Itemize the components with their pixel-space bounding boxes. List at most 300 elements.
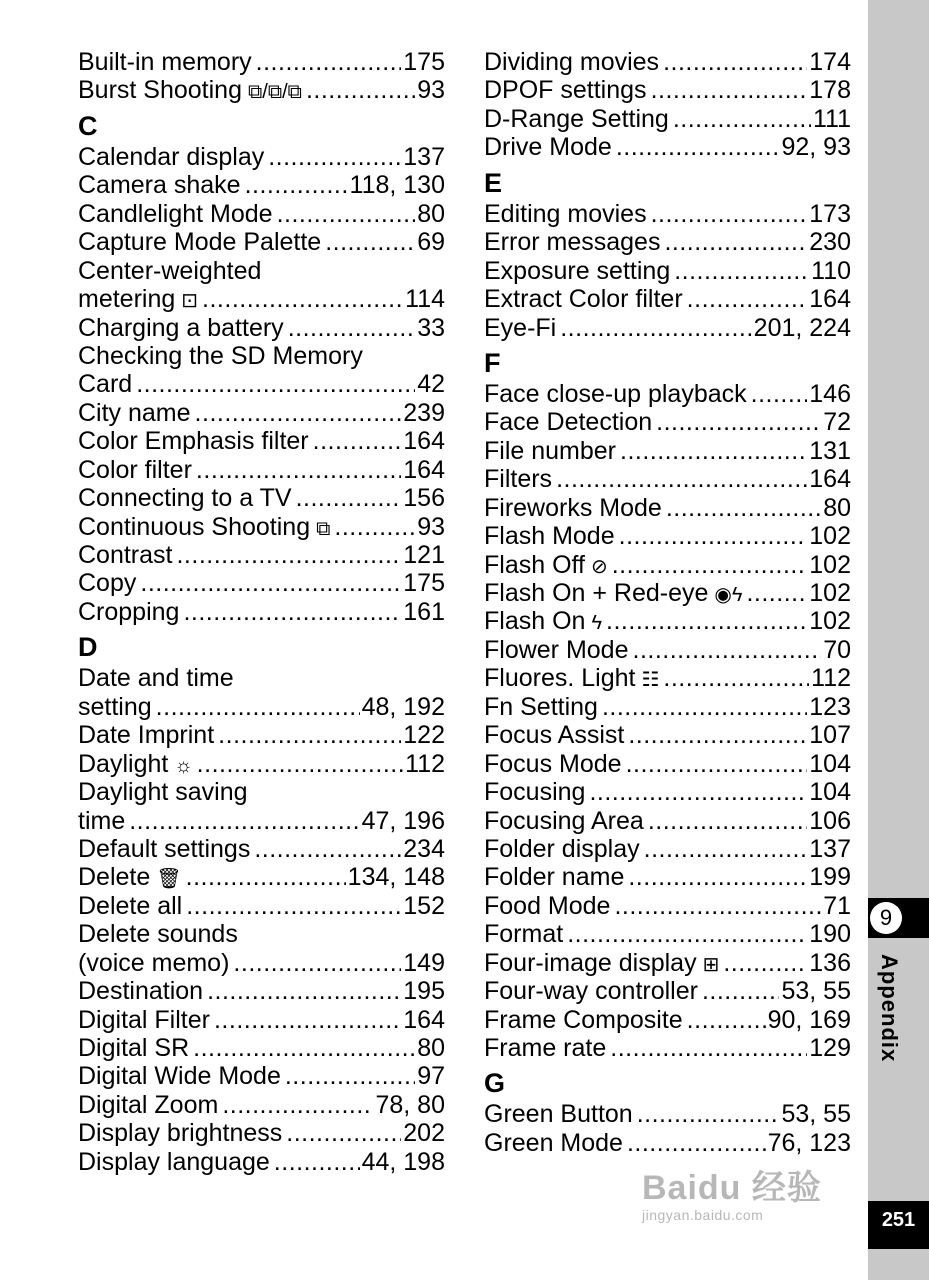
entry-page-number: 104 — [809, 778, 851, 807]
mode-icon: ⧉ — [316, 517, 331, 540]
dot-leader — [628, 721, 807, 749]
entry-page-number: 80 — [417, 199, 445, 228]
entry-page-number: 42 — [417, 370, 445, 399]
index-entry — [78, 285, 445, 313]
index-entry — [484, 257, 851, 285]
index-entry — [78, 427, 445, 455]
entry-page-number: 239 — [403, 398, 445, 427]
entry-page-number: 112 — [811, 664, 851, 693]
index-entry — [484, 1129, 851, 1157]
index-entry — [78, 200, 445, 228]
entry-label: Destination — [78, 977, 204, 1006]
entry-label: Flash Mode — [484, 522, 615, 551]
index-entry — [484, 465, 851, 493]
dot-leader — [612, 551, 808, 579]
index-entry — [484, 380, 851, 408]
entry-page-number: 164 — [403, 455, 445, 484]
dot-leader — [648, 807, 807, 835]
entry-label: DPOF settings — [484, 76, 647, 105]
index-column-left — [78, 48, 445, 1176]
index-entry — [484, 863, 851, 891]
index-letter-heading: F — [484, 347, 501, 378]
dot-leader — [195, 399, 402, 427]
entry-label: Continuous Shooting — [78, 512, 311, 541]
chapter-label: Appendix — [877, 954, 902, 1063]
entry-label: Frame rate — [484, 1034, 607, 1062]
dot-leader — [666, 494, 821, 522]
entry-label: City name — [78, 398, 191, 427]
index-entry-label-line — [78, 664, 445, 692]
entry-label: Exposure setting — [484, 256, 671, 285]
entry-page-number: 136 — [809, 948, 851, 977]
entry-label: Flash Off — [484, 550, 585, 579]
index-entry — [484, 920, 851, 948]
entry-page-number: 76, 123 — [767, 1128, 851, 1157]
index-entry — [484, 285, 851, 313]
entry-label: Folder display — [484, 834, 640, 863]
entry-page-number: 164 — [809, 465, 851, 494]
entry-label: Candlelight Mode — [78, 199, 273, 228]
entry-page-number: 173 — [809, 199, 851, 228]
entry-label: Delete sounds — [78, 920, 238, 949]
entry-label: Extract Color filter — [484, 285, 683, 314]
mode-icon: 🗑 — [156, 868, 182, 891]
dot-leader — [751, 380, 808, 408]
entry-page-number: 102 — [809, 579, 851, 607]
entry-page-number: 131 — [809, 436, 851, 465]
entry-page-number: 195 — [403, 977, 445, 1006]
entry-page-number: 102 — [809, 550, 851, 579]
entry-page-number: 71 — [823, 891, 851, 920]
dot-leader — [186, 863, 346, 891]
dot-leader — [628, 863, 807, 891]
index-entry — [78, 171, 445, 199]
entry-page-number: 121 — [403, 541, 445, 569]
entry-page-number: 72 — [823, 408, 851, 437]
entry-label: Color filter — [78, 455, 192, 484]
mode-icon: ⧉/⧉/⧉ — [248, 81, 302, 104]
entry-page-number: 164 — [809, 285, 851, 314]
dot-leader — [687, 1006, 766, 1034]
mode-icon: ⊘ — [590, 555, 608, 578]
entry-label: Cropping — [78, 597, 180, 626]
dot-leader — [616, 133, 780, 161]
index-column-right — [484, 48, 851, 1157]
dot-leader — [606, 607, 807, 635]
dot-leader — [673, 105, 811, 133]
entry-label: Flower Mode — [484, 635, 629, 664]
mode-icon: ⊡ — [181, 290, 199, 313]
dot-leader — [256, 48, 402, 76]
entry-label: Card — [78, 370, 133, 399]
index-entry-label-line — [78, 342, 445, 370]
entry-page-number: 129 — [809, 1034, 851, 1062]
entry-page-number: 70 — [823, 635, 851, 664]
entry-label: Burst Shooting — [78, 76, 242, 105]
entry-page-number: 33 — [417, 313, 445, 342]
mode-icon: ◉ϟ — [714, 584, 743, 606]
entry-label: Drive Mode — [484, 133, 612, 162]
index-entry — [78, 721, 445, 749]
dot-leader — [288, 314, 416, 342]
entry-page-number: 111 — [812, 104, 851, 133]
dot-leader — [602, 693, 807, 721]
dot-leader — [176, 541, 401, 569]
entry-page-number: 164 — [403, 427, 445, 456]
entry-label: Dividing movies — [484, 48, 660, 76]
entry-page-number: 123 — [809, 692, 851, 721]
dot-leader — [140, 569, 401, 597]
entry-page-number: 202 — [403, 1119, 445, 1148]
entry-label: Flash On — [484, 607, 586, 636]
index-entry — [78, 76, 445, 104]
entry-label: Face Detection — [484, 408, 653, 437]
dot-leader — [222, 1091, 373, 1119]
dot-leader — [274, 1148, 360, 1176]
entry-page-number: 53, 55 — [781, 1100, 851, 1129]
dot-leader — [674, 257, 809, 285]
entry-label: Green Mode — [484, 1128, 623, 1157]
index-entry — [484, 1034, 851, 1062]
index-entry — [484, 228, 851, 256]
index-entry — [484, 437, 851, 465]
dot-leader — [136, 370, 415, 398]
entry-page-number: 234 — [403, 834, 445, 863]
dot-leader — [268, 143, 401, 171]
entry-page-number: 175 — [403, 48, 445, 76]
index-entry — [78, 569, 445, 597]
entry-label: Focusing — [484, 778, 586, 807]
dot-leader — [610, 1034, 807, 1062]
index-entry — [484, 408, 851, 436]
dot-leader — [313, 427, 402, 455]
index-entry — [78, 143, 445, 171]
index-entry — [78, 484, 445, 512]
index-entry — [484, 778, 851, 806]
dot-leader — [277, 200, 416, 228]
dot-leader — [233, 949, 401, 977]
mode-icon: ☼ — [174, 754, 193, 777]
dot-leader — [214, 1006, 401, 1034]
entry-page-number: 201, 224 — [753, 313, 851, 342]
dot-leader — [620, 437, 807, 465]
chapter-number: 9 — [870, 902, 902, 934]
watermark-logo: Baidu 经验 — [642, 1169, 822, 1207]
entry-label: Digital Zoom — [78, 1090, 219, 1119]
index-entry — [78, 513, 445, 541]
watermark-url: jingyan.baidu.com — [642, 1207, 764, 1223]
index-entry — [78, 598, 445, 626]
entry-label: Digital Filter — [78, 1005, 210, 1034]
entry-label: Calendar display — [78, 142, 265, 171]
entry-page-number: 93 — [417, 76, 445, 105]
index-entry — [484, 636, 851, 664]
index-entry — [78, 399, 445, 427]
entry-page-number: 134, 148 — [347, 863, 445, 892]
entry-label: Eye-Fi — [484, 313, 557, 342]
entry-label: Camera shake — [78, 171, 241, 200]
index-entry — [78, 456, 445, 484]
index-entry — [484, 48, 851, 76]
dot-leader — [245, 171, 348, 199]
entry-label: setting — [78, 692, 152, 721]
page-number: 251 — [881, 1209, 916, 1231]
entry-label: Frame Composite — [484, 1005, 683, 1034]
dot-leader — [156, 693, 360, 721]
dot-leader — [129, 807, 359, 835]
index-entry — [78, 541, 445, 569]
entry-label: Contrast — [78, 541, 173, 569]
dot-leader — [746, 579, 807, 607]
index-entry — [78, 1148, 445, 1176]
dot-leader — [285, 1062, 415, 1090]
dot-leader — [183, 598, 401, 626]
entry-page-number: 80 — [823, 493, 851, 522]
index-entry — [78, 370, 445, 398]
index-entry — [78, 1062, 445, 1090]
entry-page-number: 122 — [403, 721, 445, 750]
entry-page-number: 80 — [417, 1034, 445, 1062]
dot-leader — [218, 721, 401, 749]
index-entry — [484, 607, 851, 635]
index-entry — [484, 76, 851, 104]
entry-label: Face close-up playback — [484, 379, 747, 408]
dot-leader — [663, 48, 807, 76]
index-entry — [484, 494, 851, 522]
index-entry — [484, 551, 851, 579]
entry-label: Green Button — [484, 1100, 633, 1129]
index-entry — [484, 693, 851, 721]
dot-leader — [663, 664, 809, 692]
dot-leader — [202, 285, 403, 313]
entry-page-number: 164 — [403, 1005, 445, 1034]
entry-page-number: 102 — [809, 607, 851, 636]
entry-page-number: 178 — [809, 76, 851, 105]
entry-label: Digital Wide Mode — [78, 1062, 281, 1091]
index-entry-label-line — [78, 778, 445, 806]
index-entry — [78, 863, 445, 891]
entry-page-number: 92, 93 — [781, 133, 851, 162]
index-entry — [484, 1006, 851, 1034]
entry-page-number: 190 — [809, 920, 851, 949]
entry-page-number: 97 — [417, 1062, 445, 1091]
entry-page-number: 69 — [417, 228, 445, 257]
entry-page-number: 114 — [405, 285, 445, 314]
entry-page-number: 199 — [809, 863, 851, 892]
index-entry — [484, 522, 851, 550]
index-entry — [78, 807, 445, 835]
index-entry — [484, 835, 851, 863]
dot-leader — [687, 285, 808, 313]
entry-page-number: 90, 169 — [767, 1005, 851, 1034]
entry-label: Focusing Area — [484, 806, 644, 835]
index-entry — [78, 750, 445, 778]
entry-page-number: 118, 130 — [349, 171, 445, 200]
entry-page-number: 137 — [403, 142, 445, 171]
entry-page-number: 102 — [809, 522, 851, 551]
index-entry — [484, 807, 851, 835]
entry-label: Color Emphasis filter — [78, 427, 309, 456]
index-entry — [78, 1034, 445, 1062]
index-entry — [78, 314, 445, 342]
entry-page-number: 44, 198 — [361, 1147, 445, 1176]
index-entry — [484, 949, 851, 977]
index-entry — [78, 693, 445, 721]
entry-label: Food Mode — [484, 891, 611, 920]
entry-label: Fluores. Light — [484, 664, 636, 693]
entry-page-number: 146 — [809, 379, 851, 408]
dot-leader — [637, 1100, 780, 1128]
dot-leader — [306, 76, 415, 104]
entry-page-number: 152 — [403, 891, 445, 920]
entry-page-number: 112 — [405, 749, 445, 778]
entry-page-number: 93 — [417, 512, 445, 541]
entry-label: Format — [484, 920, 564, 949]
entry-label: time — [78, 806, 126, 835]
entry-page-number: 149 — [403, 948, 445, 977]
entry-page-number: 230 — [809, 228, 851, 257]
index-entry-label-line — [78, 920, 445, 948]
index-letter-heading: C — [78, 110, 98, 141]
dot-leader — [664, 228, 807, 256]
entry-label: Delete all — [78, 891, 183, 920]
index-entry — [78, 1091, 445, 1119]
index-entry — [484, 664, 851, 692]
index-entry — [78, 228, 445, 256]
entry-page-number: 104 — [809, 749, 851, 778]
dot-leader — [627, 1129, 766, 1157]
entry-label: Filters — [484, 465, 553, 494]
dot-leader — [619, 522, 808, 550]
entry-page-number: 110 — [811, 256, 851, 285]
entry-label: Four-image display — [484, 948, 697, 977]
entry-label: Center-weighted — [78, 256, 262, 285]
entry-label: Flash On + Red-eye — [484, 579, 709, 607]
dot-leader — [286, 1119, 401, 1147]
entry-page-number: 78, 80 — [375, 1090, 445, 1119]
entry-label: Four-way controller — [484, 977, 698, 1006]
dot-leader — [196, 456, 401, 484]
entry-label: Fireworks Mode — [484, 493, 662, 522]
index-entry — [78, 1119, 445, 1147]
entry-page-number: 53, 55 — [781, 977, 851, 1006]
entry-page-number: 107 — [809, 721, 851, 750]
entry-page-number: 161 — [403, 597, 445, 626]
dot-leader — [254, 835, 401, 863]
dot-leader — [626, 750, 808, 778]
entry-label: Date and time — [78, 664, 234, 693]
entry-label: Fn Setting — [484, 692, 598, 721]
index-entry — [78, 835, 445, 863]
index-entry — [484, 892, 851, 920]
index-entry — [484, 750, 851, 778]
index-entry — [484, 314, 851, 342]
entry-label: File number — [484, 436, 616, 465]
dot-leader — [556, 465, 807, 493]
entry-label: Folder name — [484, 863, 625, 892]
dot-leader — [656, 408, 821, 436]
index-entry — [78, 949, 445, 977]
entry-label: Default settings — [78, 834, 251, 863]
entry-page-number: 47, 196 — [361, 806, 445, 835]
watermark — [642, 1160, 822, 1223]
entry-page-number: 156 — [403, 484, 445, 513]
index-entry — [484, 133, 851, 161]
entry-label: Built-in memory — [78, 48, 252, 76]
entry-label: Focus Mode — [484, 749, 622, 778]
dot-leader — [633, 636, 822, 664]
dot-leader — [644, 835, 808, 863]
dot-leader — [723, 949, 807, 977]
index-letter-heading: E — [484, 167, 503, 198]
dot-leader — [567, 920, 807, 948]
dot-leader — [197, 750, 403, 778]
entry-label: Date Imprint — [78, 721, 215, 750]
entry-page-number: 174 — [809, 48, 851, 76]
entry-label: Daylight — [78, 749, 169, 778]
entry-label: Editing movies — [484, 199, 647, 228]
entry-page-number: 137 — [809, 834, 851, 863]
index-entry — [484, 721, 851, 749]
entry-label: D-Range Setting — [484, 104, 669, 133]
index-entry — [78, 892, 445, 920]
index-entry — [78, 48, 445, 76]
mode-icon: ⊞ — [702, 953, 720, 976]
dot-leader — [651, 76, 808, 104]
entry-label: (voice memo) — [78, 948, 230, 977]
dot-leader — [334, 513, 415, 541]
entry-label: Connecting to a TV — [78, 484, 292, 513]
entry-label: Display language — [78, 1147, 270, 1176]
index-entry — [484, 200, 851, 228]
dot-leader — [296, 484, 402, 512]
index-entry — [78, 1006, 445, 1034]
entry-label: Checking the SD Memory — [78, 341, 363, 370]
entry-page-number: 48, 192 — [361, 692, 445, 721]
dot-leader — [325, 228, 415, 256]
dot-leader — [651, 200, 808, 228]
entry-label: Delete — [78, 863, 151, 892]
entry-label: Capture Mode Palette — [78, 228, 322, 257]
index-letter-heading: D — [78, 632, 98, 663]
mode-icon: ϟ — [591, 612, 603, 635]
dot-leader — [589, 778, 807, 806]
dot-leader — [702, 977, 780, 1005]
index-entry-label-line — [78, 257, 445, 285]
entry-label: Charging a battery — [78, 313, 284, 342]
index-entry — [484, 1100, 851, 1128]
dot-leader — [207, 977, 401, 1005]
dot-leader — [560, 314, 751, 342]
index-entry — [484, 105, 851, 133]
entry-label: Focus Assist — [484, 721, 625, 750]
entry-label: Daylight saving — [78, 778, 248, 807]
entry-label: Digital SR — [78, 1034, 190, 1062]
index-entry — [484, 579, 851, 607]
chapter-sidebar — [868, 0, 929, 1280]
index-entry — [484, 977, 851, 1005]
entry-label: Display brightness — [78, 1119, 283, 1148]
index-letter-heading: G — [484, 1068, 506, 1099]
entry-page-number: 175 — [403, 569, 445, 598]
dot-leader — [186, 892, 401, 920]
dot-leader — [614, 892, 821, 920]
index-entry — [78, 977, 445, 1005]
entry-label: metering — [78, 285, 176, 314]
mode-icon: ☷ — [641, 669, 660, 692]
entry-label: Error messages — [484, 228, 661, 257]
entry-page-number: 106 — [809, 806, 851, 835]
